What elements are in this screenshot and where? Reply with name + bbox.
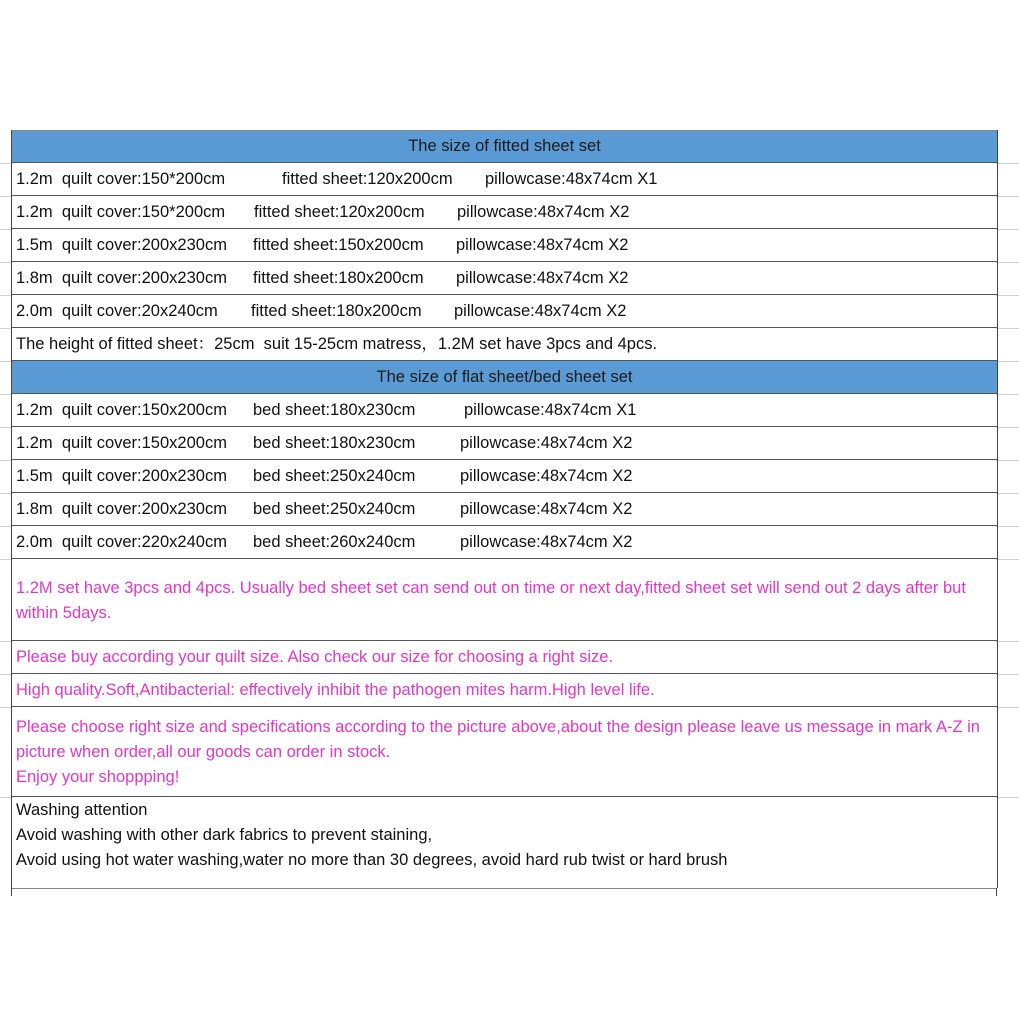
table-bottom-border [11,888,996,889]
pillowcase-cell: pillowcase:48x74cm X2 [456,235,629,254]
grid-line [996,797,1019,798]
sheet-cell: fitted sheet:120x200cm [254,202,425,221]
sheet-cell: fitted sheet:150x200cm [253,235,424,254]
quilt-cover-cell: 2.0m quilt cover:20x240cm [16,301,218,320]
grid-line [996,262,1019,263]
pillowcase-cell: pillowcase:48x74cm X2 [456,268,629,287]
washing-line-1: Avoid washing with other dark fabrics to prevent staining, [16,826,433,844]
grid-line [0,163,11,164]
table-row [12,163,997,196]
sheet-cell: fitted sheet:180x200cm [251,301,422,320]
fitted-header-row [12,130,997,163]
sheet-cell: fitted sheet:120x200cm [282,169,453,188]
grid-line [996,559,1019,560]
quilt-cover-cell: 1.2m quilt cover:150x200cm [16,400,227,419]
grid-line [996,295,1019,296]
grid-line [0,394,11,395]
pillowcase-cell: pillowcase:48x74cm X2 [457,202,630,221]
sheet-cell: bed sheet:180x230cm [253,400,416,419]
choose-size-note: Please choose right size and specifications according to the picture above,about the design please leave us message in mark A-Z in picture when order,all our goods can order in stock. [16,718,980,761]
grid-line [996,361,1019,362]
grid-line [0,196,11,197]
grid-line [996,493,1019,494]
table-row [12,427,997,460]
grid-line [996,707,1019,708]
note-row [12,674,997,707]
quilt-cover-cell: 1.5m quilt cover:200x230cm [16,466,227,485]
quilt-cover-cell: 1.5m quilt cover:200x230cm [16,235,227,254]
quilt-cover-cell: 1.2m quilt cover:150x200cm [16,433,227,452]
pillowcase-cell: pillowcase:48x74cm X1 [485,169,658,188]
note-row [12,641,997,674]
sheet-cell: bed sheet:250x240cm [253,499,416,518]
pillowcase-cell: pillowcase:48x74cm X2 [460,466,633,485]
grid-line [0,295,11,296]
grid-line [996,163,1019,164]
pillowcase-cell: pillowcase:48x74cm X2 [454,301,627,320]
table-row [12,262,997,295]
grid-line [0,493,11,494]
grid-line [996,196,1019,197]
grid-line [0,361,11,362]
quilt-cover-cell: 2.0m quilt cover:220x240cm [16,532,227,551]
table-row [12,229,997,262]
grid-line [0,674,11,675]
note-row [12,707,997,797]
grid-line [0,427,11,428]
table-row [12,460,997,493]
grid-line [996,229,1019,230]
table-row [12,295,997,328]
sheet-cell: bed sheet:260x240cm [253,532,416,551]
grid-line [0,460,11,461]
grid-line [0,797,11,798]
flat-header: The size of flat sheet/bed sheet set [376,367,633,386]
size-table [11,130,998,888]
quilt-cover-cell: 1.2m quilt cover:150*200cm [16,169,226,188]
washing-line-2: Avoid using hot water washing,water no more than 30 degrees, avoid hard rub twist or hard brush [16,851,728,869]
grid-line [0,229,11,230]
grid-line [0,262,11,263]
grid-line [996,674,1019,675]
fitted-height-note: The height of fitted sheet：25cm suit 15-25cm matress，1.2M set have 3pcs and 4pcs. [16,334,658,353]
grid-line [0,526,11,527]
grid-line [996,641,1019,642]
pillowcase-cell: pillowcase:48x74cm X2 [460,499,633,518]
grid-line [996,526,1019,527]
pillowcase-cell: pillowcase:48x74cm X2 [460,433,633,452]
buy-advice-note: Please buy according your quilt size. Also check our size for choosing a right size. [16,647,614,666]
sheet-cell: bed sheet:250x240cm [253,466,416,485]
grid-line [0,559,11,560]
quilt-cover-cell: 1.8m quilt cover:200x230cm [16,499,227,518]
sheet-cell: fitted sheet:180x200cm [253,268,424,287]
grid-line [0,328,11,329]
grid-line [0,641,11,642]
table-row [12,196,997,229]
table-row [12,394,997,427]
set-info-note: 1.2M set have 3pcs and 4pcs. Usually bed sheet set can send out on time or next day,fitted sheet set will send out 2 days after but within 5days. [16,579,966,622]
grid-line [996,328,1019,329]
grid-line [0,707,11,708]
washing-title: Washing attention [16,801,148,819]
quilt-cover-cell: 1.2m quilt cover:150*200cm [16,202,226,221]
grid-line [996,427,1019,428]
enjoy-note: Enjoy your shoppping! [16,768,180,786]
grid-line [996,460,1019,461]
table-row [12,526,997,559]
table-edge [11,888,12,896]
pillowcase-cell: pillowcase:48x74cm X2 [460,532,633,551]
flat-header-row [12,361,997,394]
note-row [12,559,997,641]
fitted-header: The size of fitted sheet set [408,137,601,156]
quilt-cover-cell: 1.8m quilt cover:200x230cm [16,268,227,287]
grid-line [996,394,1019,395]
sheet-cell: bed sheet:180x230cm [253,433,416,452]
washing-row [12,797,997,888]
table-edge [996,888,997,896]
quality-note: High quality.Soft,Antibacterial: effectively inhibit the pathogen mites harm.High level life. [16,680,655,699]
table-row [12,493,997,526]
table-row [12,328,997,361]
pillowcase-cell: pillowcase:48x74cm X1 [464,400,637,419]
